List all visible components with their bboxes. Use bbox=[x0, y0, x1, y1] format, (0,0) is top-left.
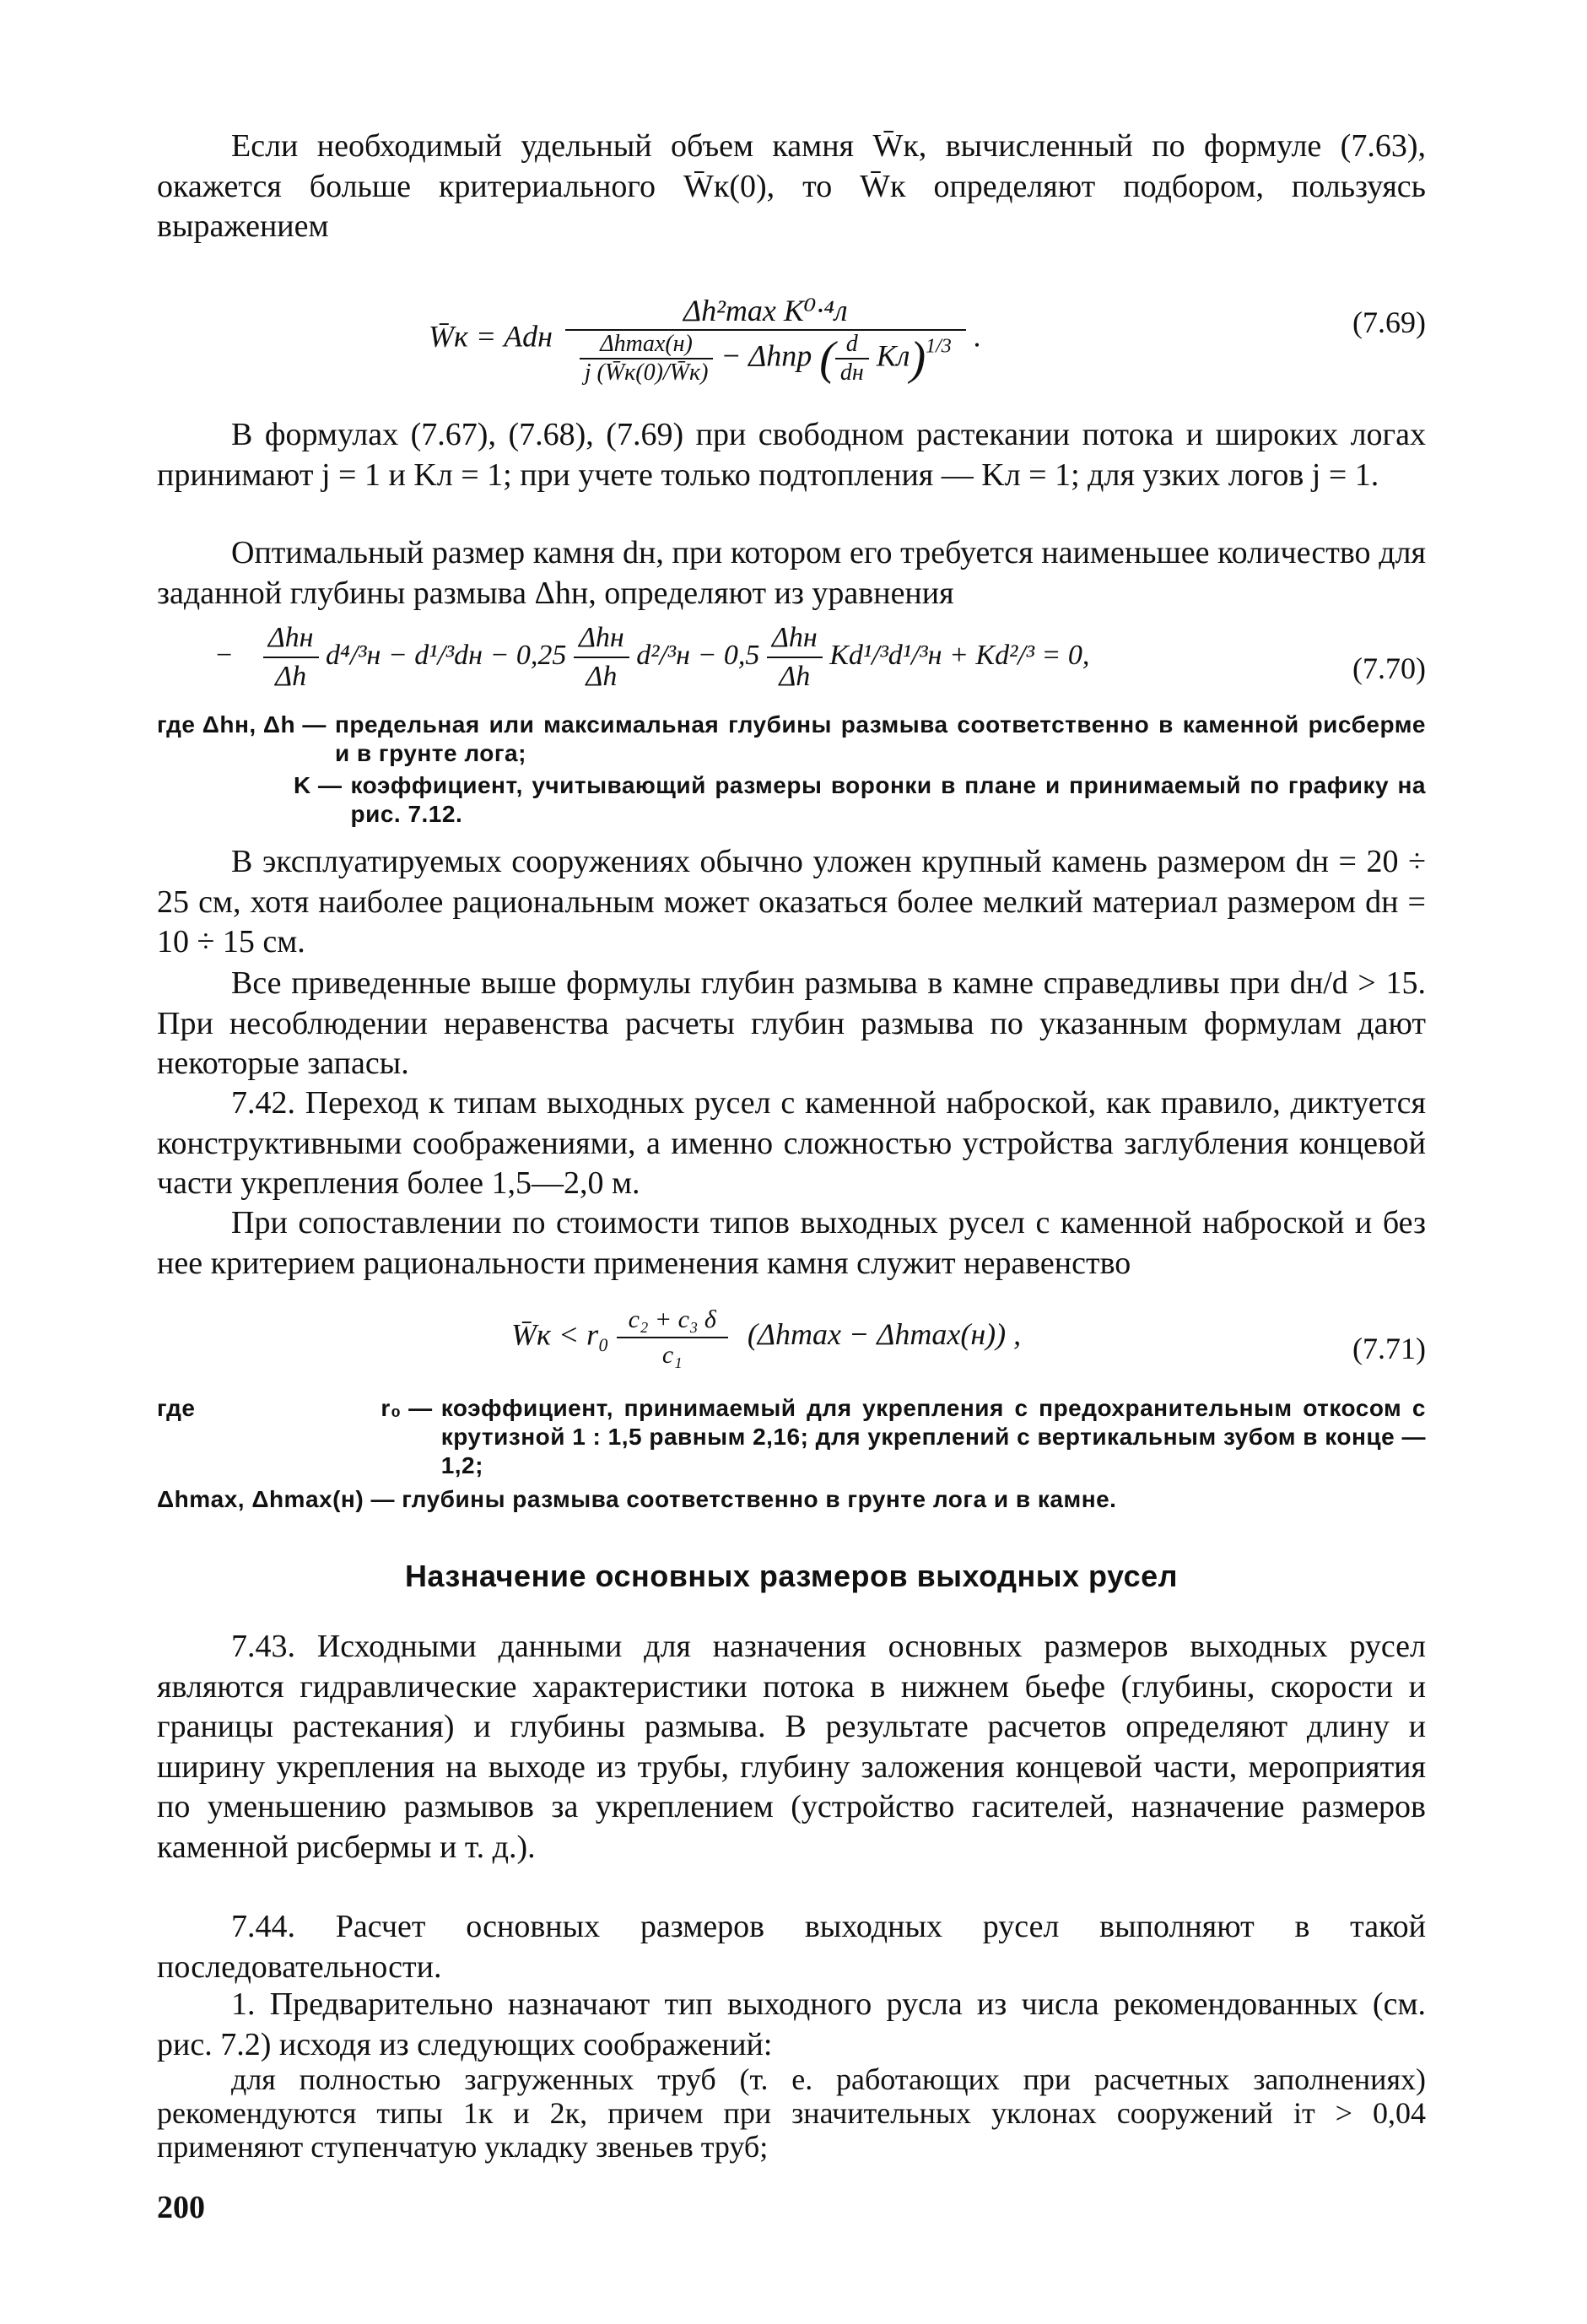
equation-7-69: W̄к = Adн Δh²max K⁰·⁴л $\frac{\Delta hmax(н)}{j (W̄к(0)/W̄к)}$ − Δhпр ( $\frac{d}{dн}$ Kл)$^{1/3}$ . (7.69) bbox=[429, 294, 1426, 386]
equation-7-71: W̄к < r₀ $\frac{\text{c₂ + c₃ δ}}{\text{c₁}}$ (Δhmax − Δhmax(н)) , (7.71) bbox=[157, 1303, 1426, 1387]
paragraph-9: 7.44. Расчет основных размеров выходных русел выполняют в такой последовательности. bbox=[157, 1909, 1426, 1985]
definition-dh: где Δhн, Δh — предельная или максимальная глубины размыва соответственно в каменной рисберме и в грунте лога; bbox=[157, 711, 1426, 766]
equation-7-70: − $\frac{\text{Δhн}}{\Delta h}$ d⁴/³н − d¹/³dн − 0,25 $\frac{\text{Δhн}}{\Delta h}$ d²/³н − 0,5 $\frac{\text{Δhн}}{\Delta h}$ Kd¹/³d¹/³н + Kd²/³ = 0, (7.70) bbox=[157, 616, 1426, 700]
section-heading: Назначение основных размеров выходных русел bbox=[404, 1559, 1179, 1593]
definition-r0: где r₀ — коэффициент, принимаемый для укрепления с предохранительным откосом с крутизной 1 : 1,5 равным 2,16; для укреплений с вертикальным зубом в конце — 1,2; bbox=[157, 1395, 1426, 1478]
paragraph-8: 7.43. Исходными данными для назначения основных размеров выходных русел являются гидравлические характеристики потока в нижнем бьефе (глубины, скорости и границы растекания) и глубины размыва. В результате расчетов определяют длину и ширину укрепления на выходе из трубы, глубину заложения концевой части, мероприятия по уменьшению размывов за укреплением (устройство гасителей, назначение размеров каменной рисбермы и т. д.). bbox=[157, 1629, 1426, 1865]
paragraph-1: Если необходимый удельный объем камня W̄к, вычисленный по формуле (7.63), окажется больше критериального W̄к(0), то W̄к определяют подбором, пользуясь выражением bbox=[157, 128, 1426, 244]
paragraph-2: В формулах (7.67), (7.68), (7.69) при свободном растекании потока и широких логах принимают j = 1 и Kл = 1; при учете только подтопления — Kл = 1; для узких логов j = 1. bbox=[157, 417, 1426, 493]
paragraph-5: Все приведенные выше формулы глубин размыва в камне справедливы при dн/d > 15. При несоблюдении неравенства расчеты глубин размыва по указанным формулам дают некоторые запасы. bbox=[157, 965, 1426, 1081]
definition-dhmax: Δhmax, Δhmax(н) — глубины размыва соответственно в грунте лога и в камне. bbox=[157, 1486, 1117, 1512]
paragraph-10: 1. Предварительно назначают тип выходного русла из числа рекомендованных (см. рис. 7.2) исходя из следующих соображений: bbox=[157, 1986, 1426, 2062]
paragraph-7: При сопоставлении по стоимости типов выходных русел с каменной наброской и без нее критерием рациональности применения камня служит неравенство bbox=[157, 1205, 1426, 1281]
page-number: 200 bbox=[157, 2190, 205, 2225]
paragraph-6: 7.42. Переход к типам выходных русел с каменной наброской, как правило, диктуется конструктивными соображениями, а именно сложностью устройства заглубления концевой части укрепления более 1,5—2,0 м. bbox=[157, 1085, 1426, 1201]
paragraph-11: для полностью загруженных труб (т. е. работающих при расчетных заполнениях) рекомендуются типы 1к и 2к, причем при значительных уклонах сооружений iт > 0,04 применяют ступенчатую укладку звеньев труб; bbox=[157, 2062, 1426, 2164]
paragraph-3: Оптимальный размер камня dн, при котором его требуется наименьшее количество для заданной глубины размыва Δhн, определяют из уравнения bbox=[157, 535, 1426, 611]
paragraph-4: В эксплуатируемых сооружениях обычно уложен крупный камень размером dн = 20 ÷ 25 см, хотя наиболее рациональным может оказаться более мелкий материал размером dн = 10 ÷ 15 см. bbox=[157, 844, 1426, 959]
definition-k: K — коэффициент, учитывающий размеры воронки в плане и принимаемый по графику на рис. 7.12. bbox=[294, 772, 1426, 827]
